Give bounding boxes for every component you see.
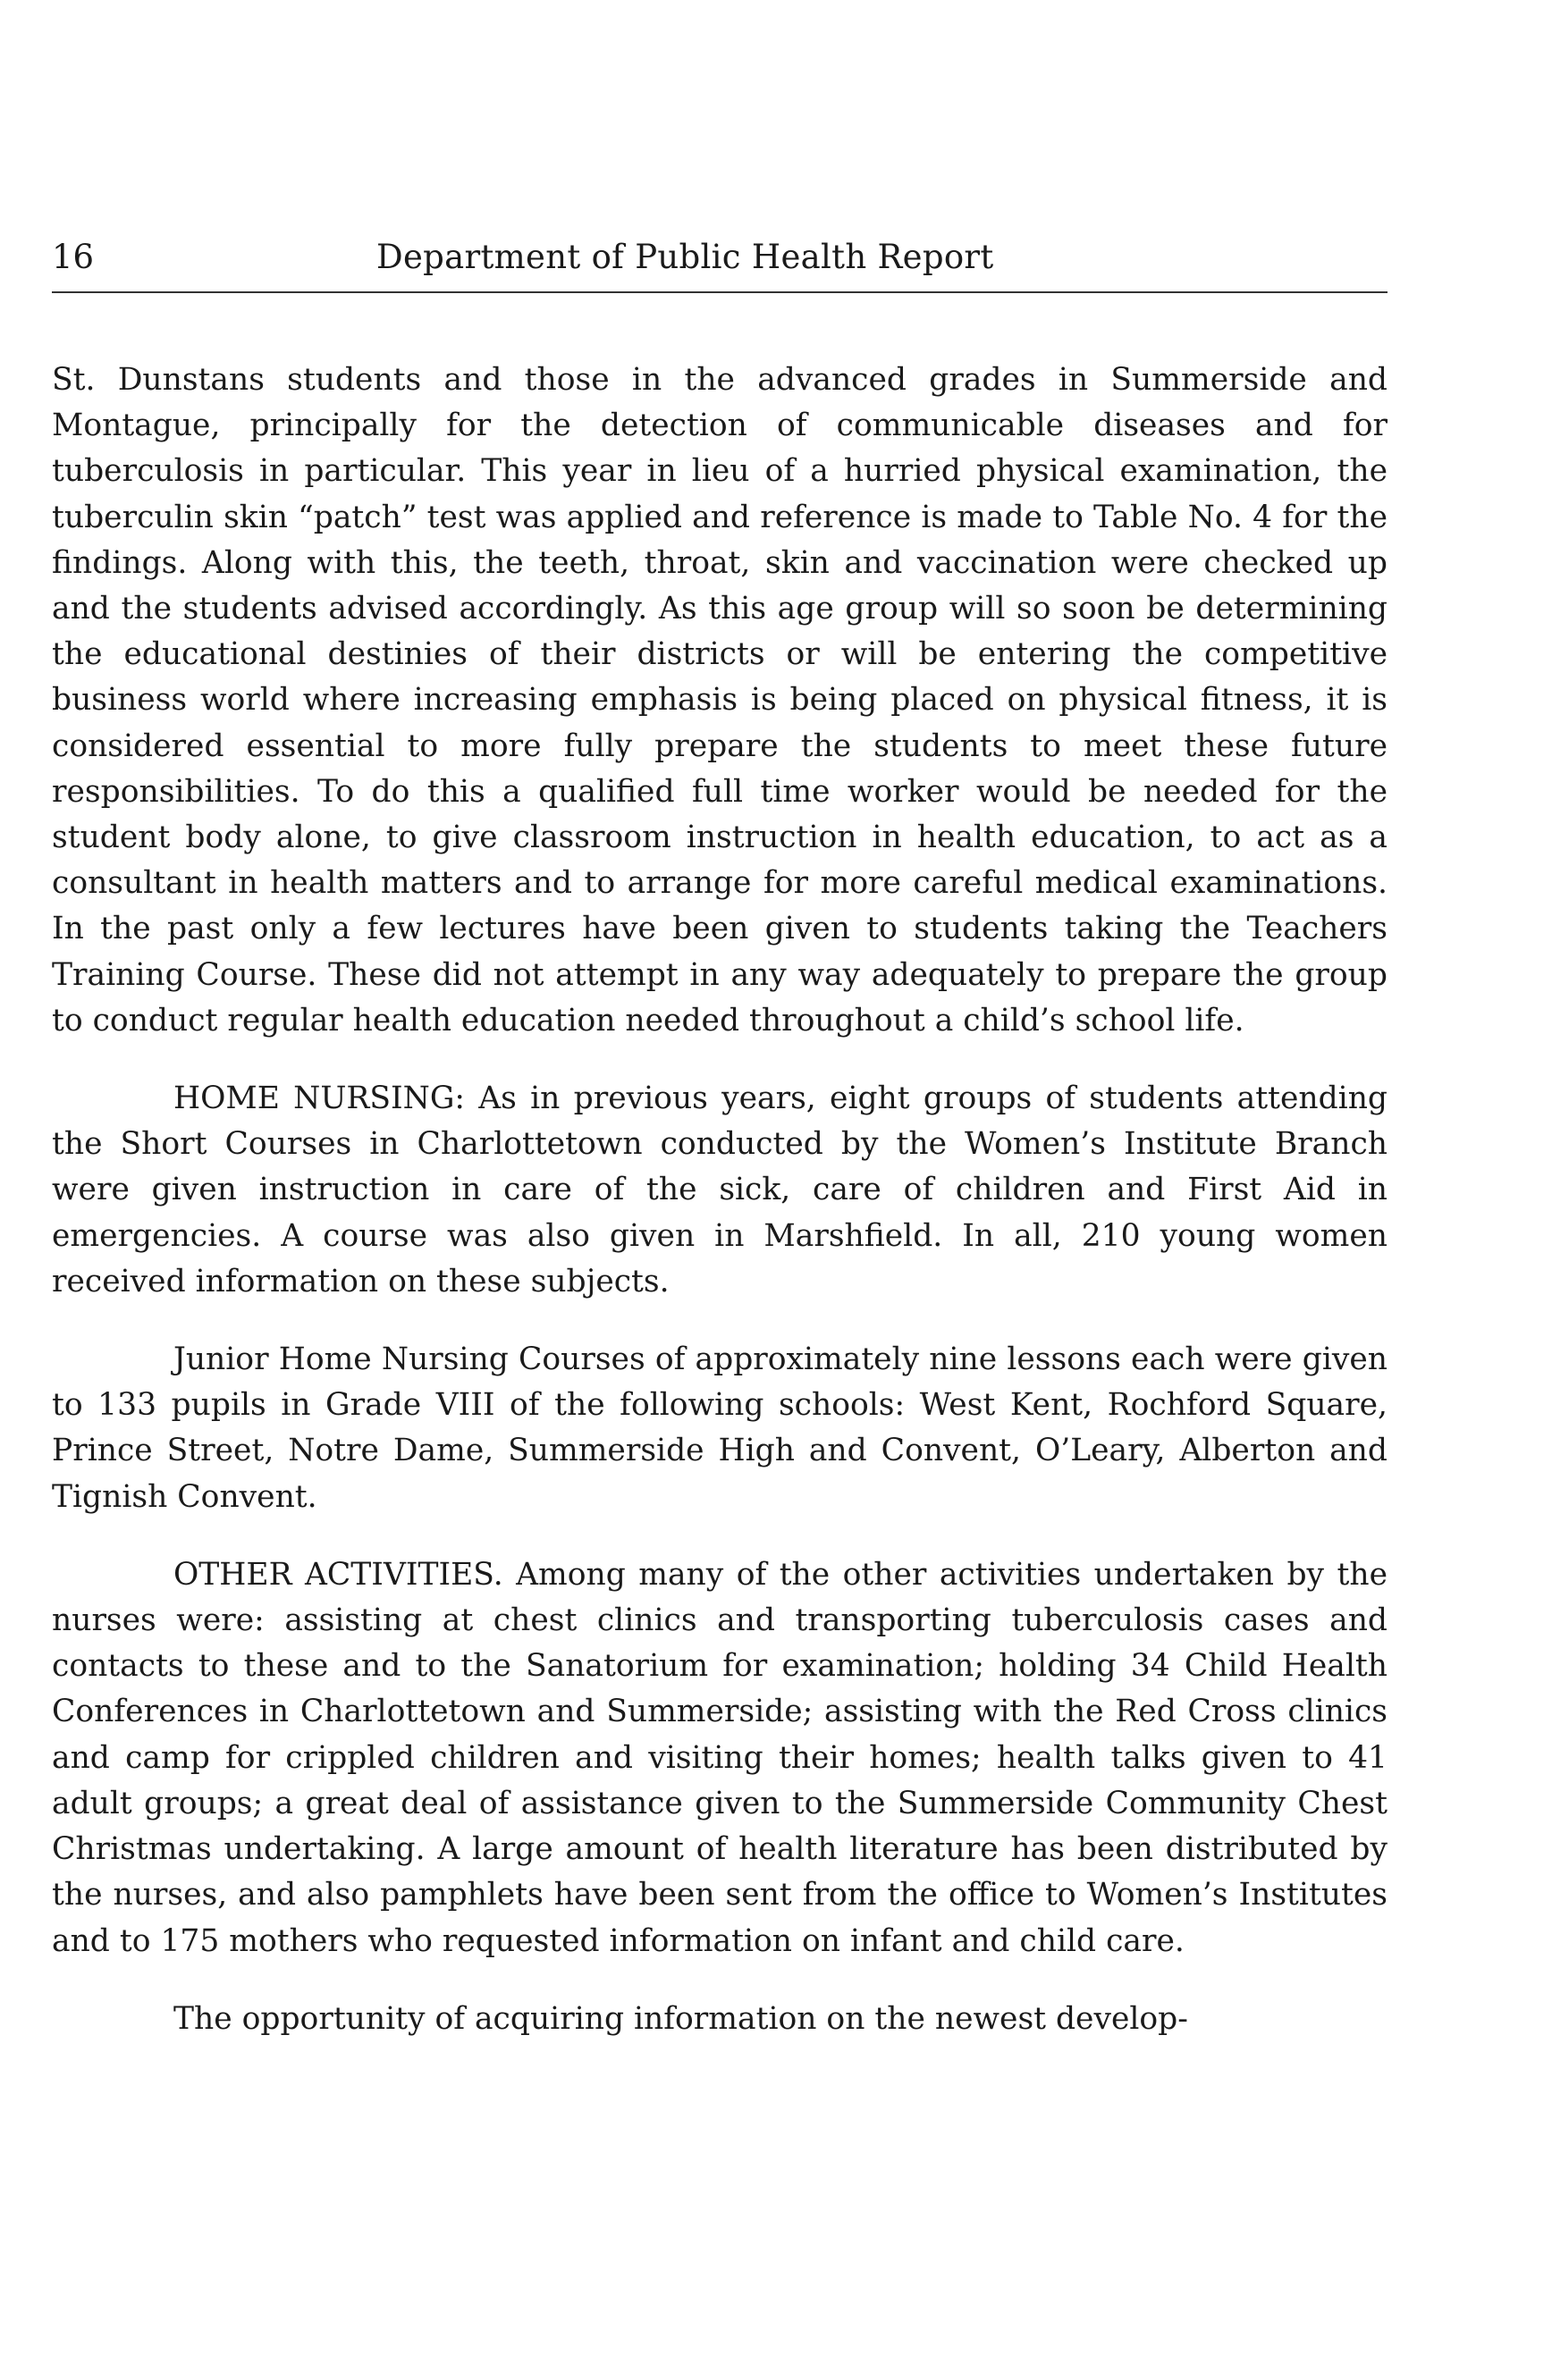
paragraph-student-examinations: St. Dunstans students and those in the advanced grades in Summerside and Montague, principally for the detection of communicable diseases and for tuberculosis in particular. This year in lieu of a hurried physical examination, the tuberculin skin “patch” test was applied and reference is made to Table No. 4 for the findings. Along with this, the teeth, throat, skin and vaccination were checked up and the students advised accordingly. As this age group will so soon be determining the educational destinies of their districts or will be entering the competitive business world where increasing emphasis is being placed on physical fitness, it is considered essential to more fully prepare the students to meet these future responsibilities. To do this a qualified full time worker would be needed for the student body alone, to give classroom instruction in health education, to act as a consultant in health matters and to arrange for more careful medical examinations. In the past only a few lectures have been given to students taking the Teachers Training Course. These did not attempt in any way adequately to prepare the group to conduct regular health education needed throughout a child’s school life.	[52, 362, 1388, 1039]
paragraph-home-nursing: HOME NURSING: As in previous years, eight groups of students attending the Short Courses in Charlottetown conducted by the Women’s Institute Branch were given instruction in care of the sick, care of children and First Aid in emergencies. A course was also given in Marshfield. In all, 210 young women received information on these subjects.	[52, 1081, 1388, 1299]
running-head	[52, 231, 1388, 284]
paragraph-junior-home-nursing: Junior Home Nursing Courses of approximately nine lessons each were given to 133 pupils in Grade VIII of the following schools: West Kent, Rochford Square, Prince Street, Notre Dame, Summerside High and Convent, O’Leary, Alberton and Tignish Convent.	[52, 1341, 1388, 1515]
paragraph-other-activities: OTHER ACTIVITIES. Among many of the other activities undertaken by the nurses were: assisting at chest clinics and transporting tuberculosis cases and contacts to these and to the Sanatorium for examination; holding 34 Child Health Conferences in Charlottetown and Summerside; assisting with the Red Cross clinics and camp for crippled children and visiting their homes; health talks given to 41 adult groups; a great deal of assistance given to the Summerside Community Chest Christmas undertaking. A large amount of health literature has been distributed by the nurses, and also pamphlets have been sent from the office to Women’s Institutes and to 175 mothers who requested information on infant and child care.	[52, 1556, 1388, 1959]
running-title: Department of Public Health Report	[376, 238, 994, 276]
body-text	[52, 357, 1388, 2042]
header-rule	[52, 291, 1388, 293]
paragraph-opportunity: The opportunity of acquiring information on the newest develop-	[173, 2000, 1188, 2037]
page-number: 16	[52, 238, 95, 276]
